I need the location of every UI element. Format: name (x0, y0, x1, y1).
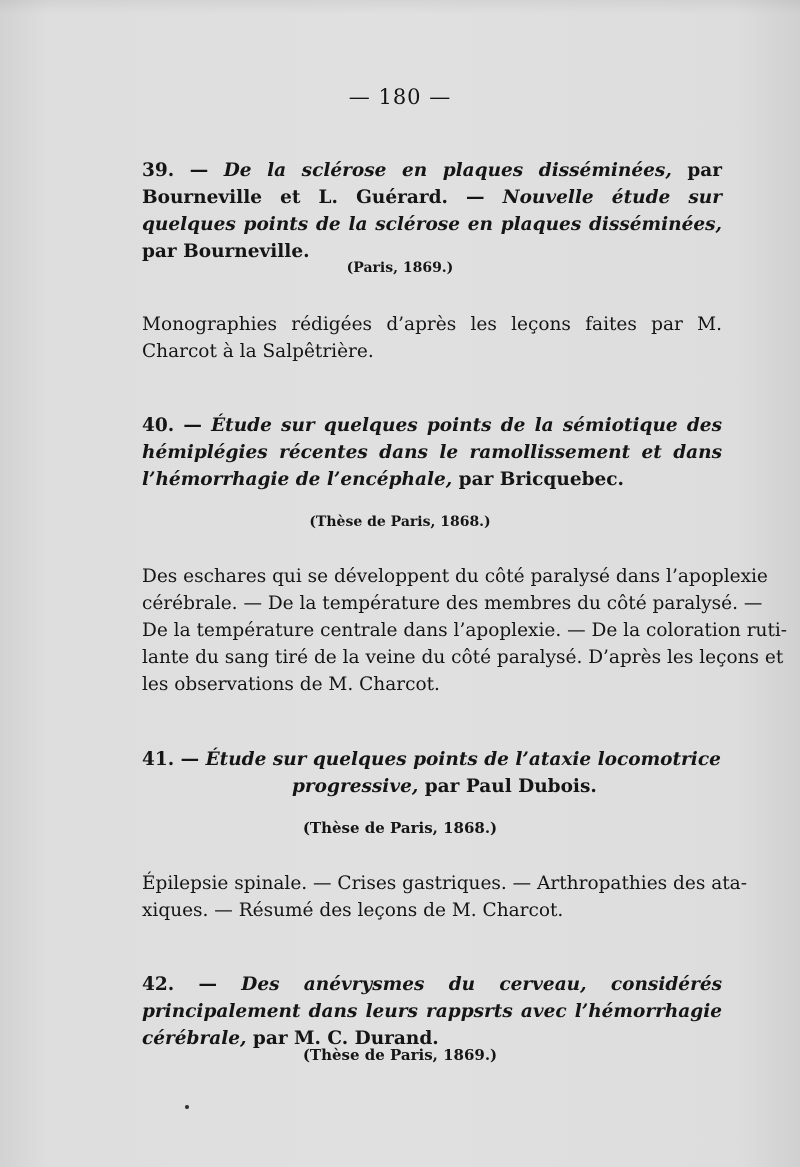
page-number: — 180 — (348, 85, 452, 109)
entry-40-description-line-3: De la température centrale dans l’apoplexie. — De la coloration ruti- (142, 620, 788, 641)
entry-41-heading (142, 746, 722, 800)
entry-39-dash: — (174, 160, 224, 181)
entry-42-author: par M. C. Durand. (246, 1028, 439, 1049)
entry-40-title: Étude sur quelques points de la sémiotique des hémiplégies récentes dans le ramollissement et dans l’hémorrhagie de l’encéphale, (142, 415, 722, 490)
entry-41-description-line-1: Épilepsie spinale. — Crises gastriques. — Arthropathies des ata- (142, 873, 747, 894)
entry-39-heading (142, 157, 722, 265)
entry-42-title: Des anévrysmes du cerveau, considérés principalement dans leurs rappsrts avec l’hémorrhagie cérébrale, (142, 974, 722, 1049)
entry-42-heading (142, 971, 722, 1052)
entry-39-number: 39. (142, 160, 175, 181)
entry-39-dash-2: — (447, 187, 503, 208)
entry-40-heading (142, 412, 722, 493)
entry-42-number: 42. (142, 974, 175, 995)
entry-39-title-2: Nouvelle étude sur quelques points de la sclérose en plaques disséminées, (142, 187, 722, 235)
entry-40-author: par Bricquebec. (452, 469, 624, 490)
entry-40-description-line-1: Des eschares qui se développent du côté paralysé dans l’apoplexie (142, 566, 768, 587)
entry-40-description-line-4: lante du sang tiré de la veine du côté paralysé. D’après les leçons et (142, 647, 784, 668)
entry-40-place: (Thèse de Paris, 1868.) (309, 514, 491, 530)
entry-39-description: Monographies rédigées d’après les leçons faites par M. Charcot à la Salpêtrière. (142, 314, 722, 362)
entry-41-title-line-2: progressive, (292, 776, 419, 797)
entry-41-number: 41. (142, 749, 175, 770)
entry-39-author-2: par Bourneville. (142, 241, 310, 262)
entry-41-place: (Thèse de Paris, 1868.) (302, 819, 498, 837)
entry-40-number: 40. (142, 415, 175, 436)
entry-40-description (142, 563, 788, 698)
entry-39-place: (Paris, 1869.) (346, 260, 454, 276)
entry-41-description-line-2: xiques. — Résumé des leçons de M. Charcot. (142, 900, 564, 921)
entry-42-dash: — (174, 974, 242, 995)
ink-speck (185, 1105, 189, 1109)
entry-40-dash: — (174, 415, 212, 436)
entry-41-title-line-1: Étude sur quelques points de l’ataxie locomotrice (205, 749, 721, 770)
entry-41-dash: — (174, 749, 206, 770)
entry-39-title-1: De la sclérose en plaques disséminées, (223, 160, 672, 181)
entry-40-description-line-2: cérébrale. — De la température des membres du côté paralysé. — (142, 593, 763, 614)
entry-41-author: par Paul Dubois. (418, 776, 597, 797)
entry-40-description-line-5: les observations de M. Charcot. (142, 674, 440, 695)
entry-39-author-1: par Bourneville et L. Guérard. (142, 160, 722, 208)
entry-41-description (142, 870, 747, 924)
entry-42-place: (Thèse de Paris, 1869.) (302, 1046, 498, 1064)
